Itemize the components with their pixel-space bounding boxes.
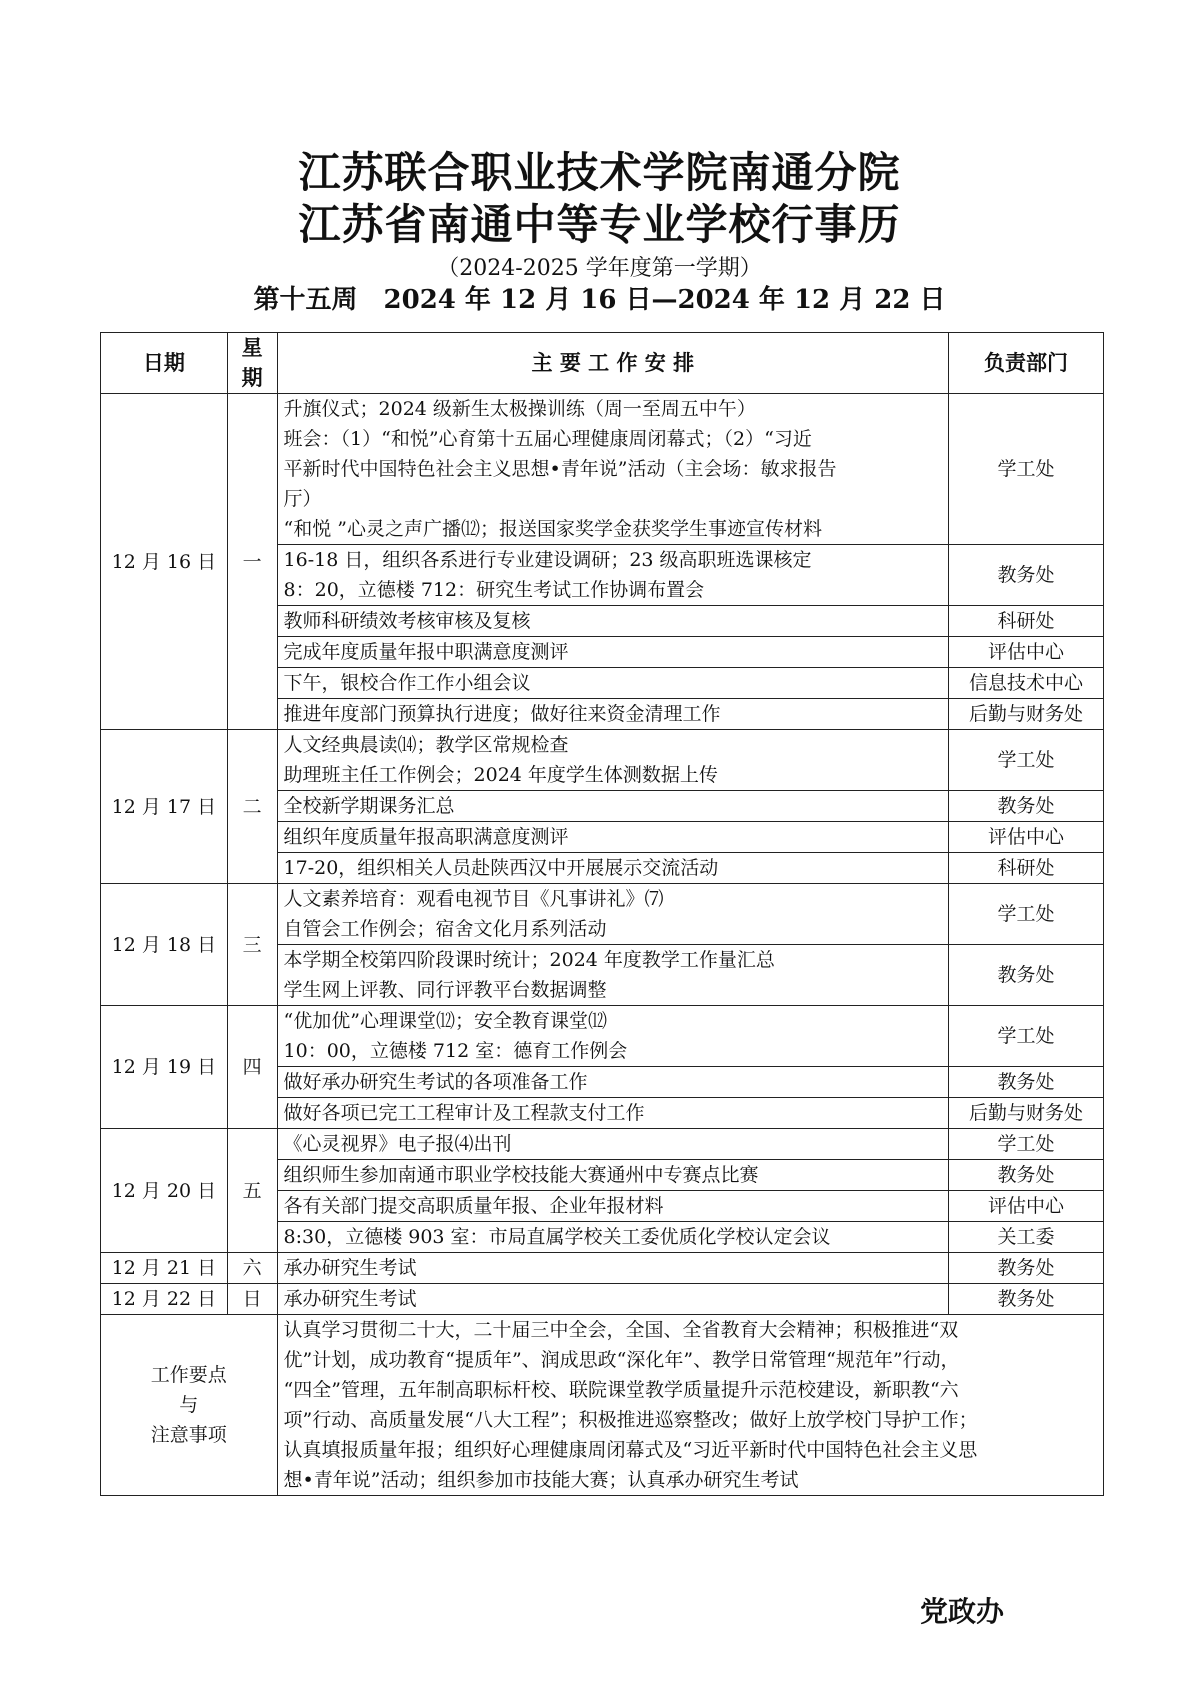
header-weekday-1: 星	[241, 335, 263, 360]
task-line: 平新时代中国特色社会主义思想•青年说”活动（主会场：敏求报告	[283, 458, 837, 480]
day-date: 12 月 21 日	[101, 1253, 228, 1284]
task-cell	[277, 822, 949, 853]
dept-cell: 后勤与财务处	[949, 699, 1104, 730]
task-cell	[277, 1067, 949, 1098]
dept-cell: 教务处	[949, 945, 1104, 1006]
task-cell	[277, 730, 949, 791]
notes-line: 认真填报质量年报；组织好心理健康周闭幕式及“习近平新时代中国特色社会主义思	[283, 1439, 978, 1461]
task-line: 助理班主任工作例会；2024 年度学生体测数据上传	[283, 764, 718, 786]
notes-row	[101, 1315, 1104, 1496]
task-line: 人文素养培育：观看电视节目《凡事讲礼》⑺	[283, 888, 664, 910]
dept-cell: 学工处	[949, 1129, 1104, 1160]
header-weekday-2: 期	[241, 365, 263, 390]
schedule-table	[100, 332, 1104, 1496]
task-cell	[277, 637, 949, 668]
task-cell	[277, 699, 949, 730]
dept-cell: 教务处	[949, 1253, 1104, 1284]
dept-cell: 科研处	[949, 606, 1104, 637]
header-dept: 负责部门	[949, 333, 1104, 394]
week-heading	[0, 284, 1199, 316]
task-line: 8:30，立德楼 903 室：市局直属学校关工委优质化学校认定会议	[283, 1226, 831, 1248]
day-weekday: 五	[227, 1129, 277, 1253]
task-line: 8：20，立德楼 712：研究生考试工作协调布置会	[283, 579, 705, 601]
dept-cell: 学工处	[949, 730, 1104, 791]
task-line: 厅）	[283, 488, 322, 510]
task-cell	[277, 1006, 949, 1067]
date-range: 2024 年 12 月 16 日—2024 年 12 月 22 日	[383, 285, 946, 315]
title-line-2: 江苏省南通中等专业学校行事历	[298, 200, 901, 249]
dept-cell: 教务处	[949, 1067, 1104, 1098]
task-line: 做好各项已完工工程审计及工程款支付工作	[283, 1102, 645, 1124]
day-date: 12 月 17 日	[101, 730, 228, 884]
day-date: 12 月 16 日	[101, 394, 228, 730]
task-line: 人文经典晨读⒁；教学区常规检查	[283, 734, 569, 756]
dept-cell: 关工委	[949, 1222, 1104, 1253]
dept-cell: 教务处	[949, 1160, 1104, 1191]
notes-label-1: 工作要点	[150, 1364, 227, 1386]
task-line: 组织年度质量年报高职满意度测评	[283, 826, 569, 848]
notes-label-2: 与	[179, 1394, 199, 1416]
dept-cell: 学工处	[949, 1006, 1104, 1067]
dept-cell: 教务处	[949, 545, 1104, 606]
task-line: 自管会工作例会；宿舍文化月系列活动	[283, 918, 607, 940]
table-row	[101, 1129, 1104, 1160]
notes-line: 优”计划，成功教育“提质年”、润成思政“深化年”、教学日常管理“规范年”行动，	[283, 1349, 960, 1371]
task-cell	[277, 394, 949, 545]
task-line: “优加优”心理课堂⑿；安全教育课堂⑿	[283, 1010, 607, 1032]
task-line: 《心灵视界》电子报⑷出刊	[283, 1133, 512, 1155]
task-line: 班会：（1）“和悦”心育第十五届心理健康周闭幕式；（2）“习近	[283, 428, 812, 450]
task-line: 全校新学期课务汇总	[283, 795, 455, 817]
table-header-row	[101, 333, 1104, 394]
task-line: 推进年度部门预算执行进度；做好往来资金清理工作	[283, 703, 721, 725]
day-date: 12 月 19 日	[101, 1006, 228, 1129]
task-line: 教师科研绩效考核审核及复核	[283, 610, 531, 632]
task-line: 组织师生参加南通市职业学校技能大赛通州中专赛点比赛	[283, 1164, 759, 1186]
task-line: 完成年度质量年报中职满意度测评	[283, 641, 569, 663]
notes-line: 项”行动、高质量发展“八大工程”；积极推进巡察整改；做好上放学校门导护工作；	[283, 1409, 978, 1431]
notes-label-3: 注意事项	[150, 1424, 227, 1446]
day-date: 12 月 20 日	[101, 1129, 228, 1253]
table-row	[101, 730, 1104, 791]
day-weekday: 二	[227, 730, 277, 884]
task-cell	[277, 1191, 949, 1222]
task-cell	[277, 853, 949, 884]
header-weekday	[227, 333, 277, 394]
task-line: 各有关部门提交高职质量年报、企业年报材料	[283, 1195, 664, 1217]
term-subtitle: （2024-2025 学年度第一学期）	[437, 256, 762, 281]
task-cell	[277, 1129, 949, 1160]
task-cell	[277, 1098, 949, 1129]
task-line: 升旗仪式；2024 级新生太极操训练（周一至周五中午）	[283, 398, 756, 420]
dept-cell: 评估中心	[949, 822, 1104, 853]
day-date: 12 月 22 日	[101, 1284, 228, 1315]
task-line: 承办研究生考试	[283, 1257, 417, 1279]
task-line: 16-18 日，组织各系进行专业建设调研；23 级高职班选课核定	[283, 549, 812, 571]
table-row	[101, 1006, 1104, 1067]
dept-cell: 学工处	[949, 394, 1104, 545]
task-line: “和悦 ”心灵之声广播⑿；报送国家奖学金获奖学生事迹宣传材料	[283, 518, 822, 540]
day-weekday: 六	[227, 1253, 277, 1284]
task-cell	[277, 1253, 949, 1284]
dept-cell: 教务处	[949, 791, 1104, 822]
day-weekday: 日	[227, 1284, 277, 1315]
day-weekday: 四	[227, 1006, 277, 1129]
notes-line: “四全”管理，五年制高职标杆校、联院课堂教学质量提升示范校建设，新职教“六	[283, 1379, 959, 1401]
task-cell	[277, 1222, 949, 1253]
task-cell	[277, 1160, 949, 1191]
task-cell	[277, 1284, 949, 1315]
task-line: 10：00，立德楼 712 室：德育工作例会	[283, 1040, 628, 1062]
task-line: 本学期全校第四阶段课时统计；2024 年度教学工作量汇总	[283, 949, 775, 971]
schedule-body	[101, 394, 1104, 1315]
task-cell	[277, 545, 949, 606]
task-line: 承办研究生考试	[283, 1288, 417, 1310]
dept-cell: 后勤与财务处	[949, 1098, 1104, 1129]
day-weekday: 三	[227, 884, 277, 1006]
day-date: 12 月 18 日	[101, 884, 228, 1006]
title-line-1: 江苏联合职业技术学院南通分院	[298, 148, 901, 197]
dept-cell: 评估中心	[949, 1191, 1104, 1222]
signature: 党政办	[920, 1595, 1005, 1628]
dept-cell: 学工处	[949, 884, 1104, 945]
task-cell	[277, 884, 949, 945]
task-cell	[277, 606, 949, 637]
week-label: 第十五周	[253, 285, 358, 315]
table-row	[101, 884, 1104, 945]
table-row	[101, 394, 1104, 545]
dept-cell: 评估中心	[949, 637, 1104, 668]
task-line: 17-20，组织相关人员赴陕西汉中开展展示交流活动	[283, 857, 719, 879]
table-row	[101, 1284, 1104, 1315]
notes-content	[277, 1315, 1103, 1496]
day-weekday: 一	[227, 394, 277, 730]
header-date: 日期	[101, 333, 228, 394]
task-cell	[277, 945, 949, 1006]
task-cell	[277, 668, 949, 699]
notes-line: 想•青年说”活动；组织参加市技能大赛；认真承办研究生考试	[283, 1469, 799, 1491]
dept-cell: 科研处	[949, 853, 1104, 884]
header-work: 主 要 工 作 安 排	[277, 333, 949, 394]
table-row	[101, 1253, 1104, 1284]
task-cell	[277, 791, 949, 822]
notes-label	[101, 1315, 278, 1496]
task-line: 下午，银校合作工作小组会议	[283, 672, 531, 694]
task-line: 学生网上评教、同行评教平台数据调整	[283, 979, 607, 1001]
dept-cell: 教务处	[949, 1284, 1104, 1315]
dept-cell: 信息技术中心	[949, 668, 1104, 699]
notes-line: 认真学习贯彻二十大，二十届三中全会，全国、全省教育大会精神；积极推进“双	[283, 1319, 959, 1341]
task-line: 做好承办研究生考试的各项准备工作	[283, 1071, 588, 1093]
